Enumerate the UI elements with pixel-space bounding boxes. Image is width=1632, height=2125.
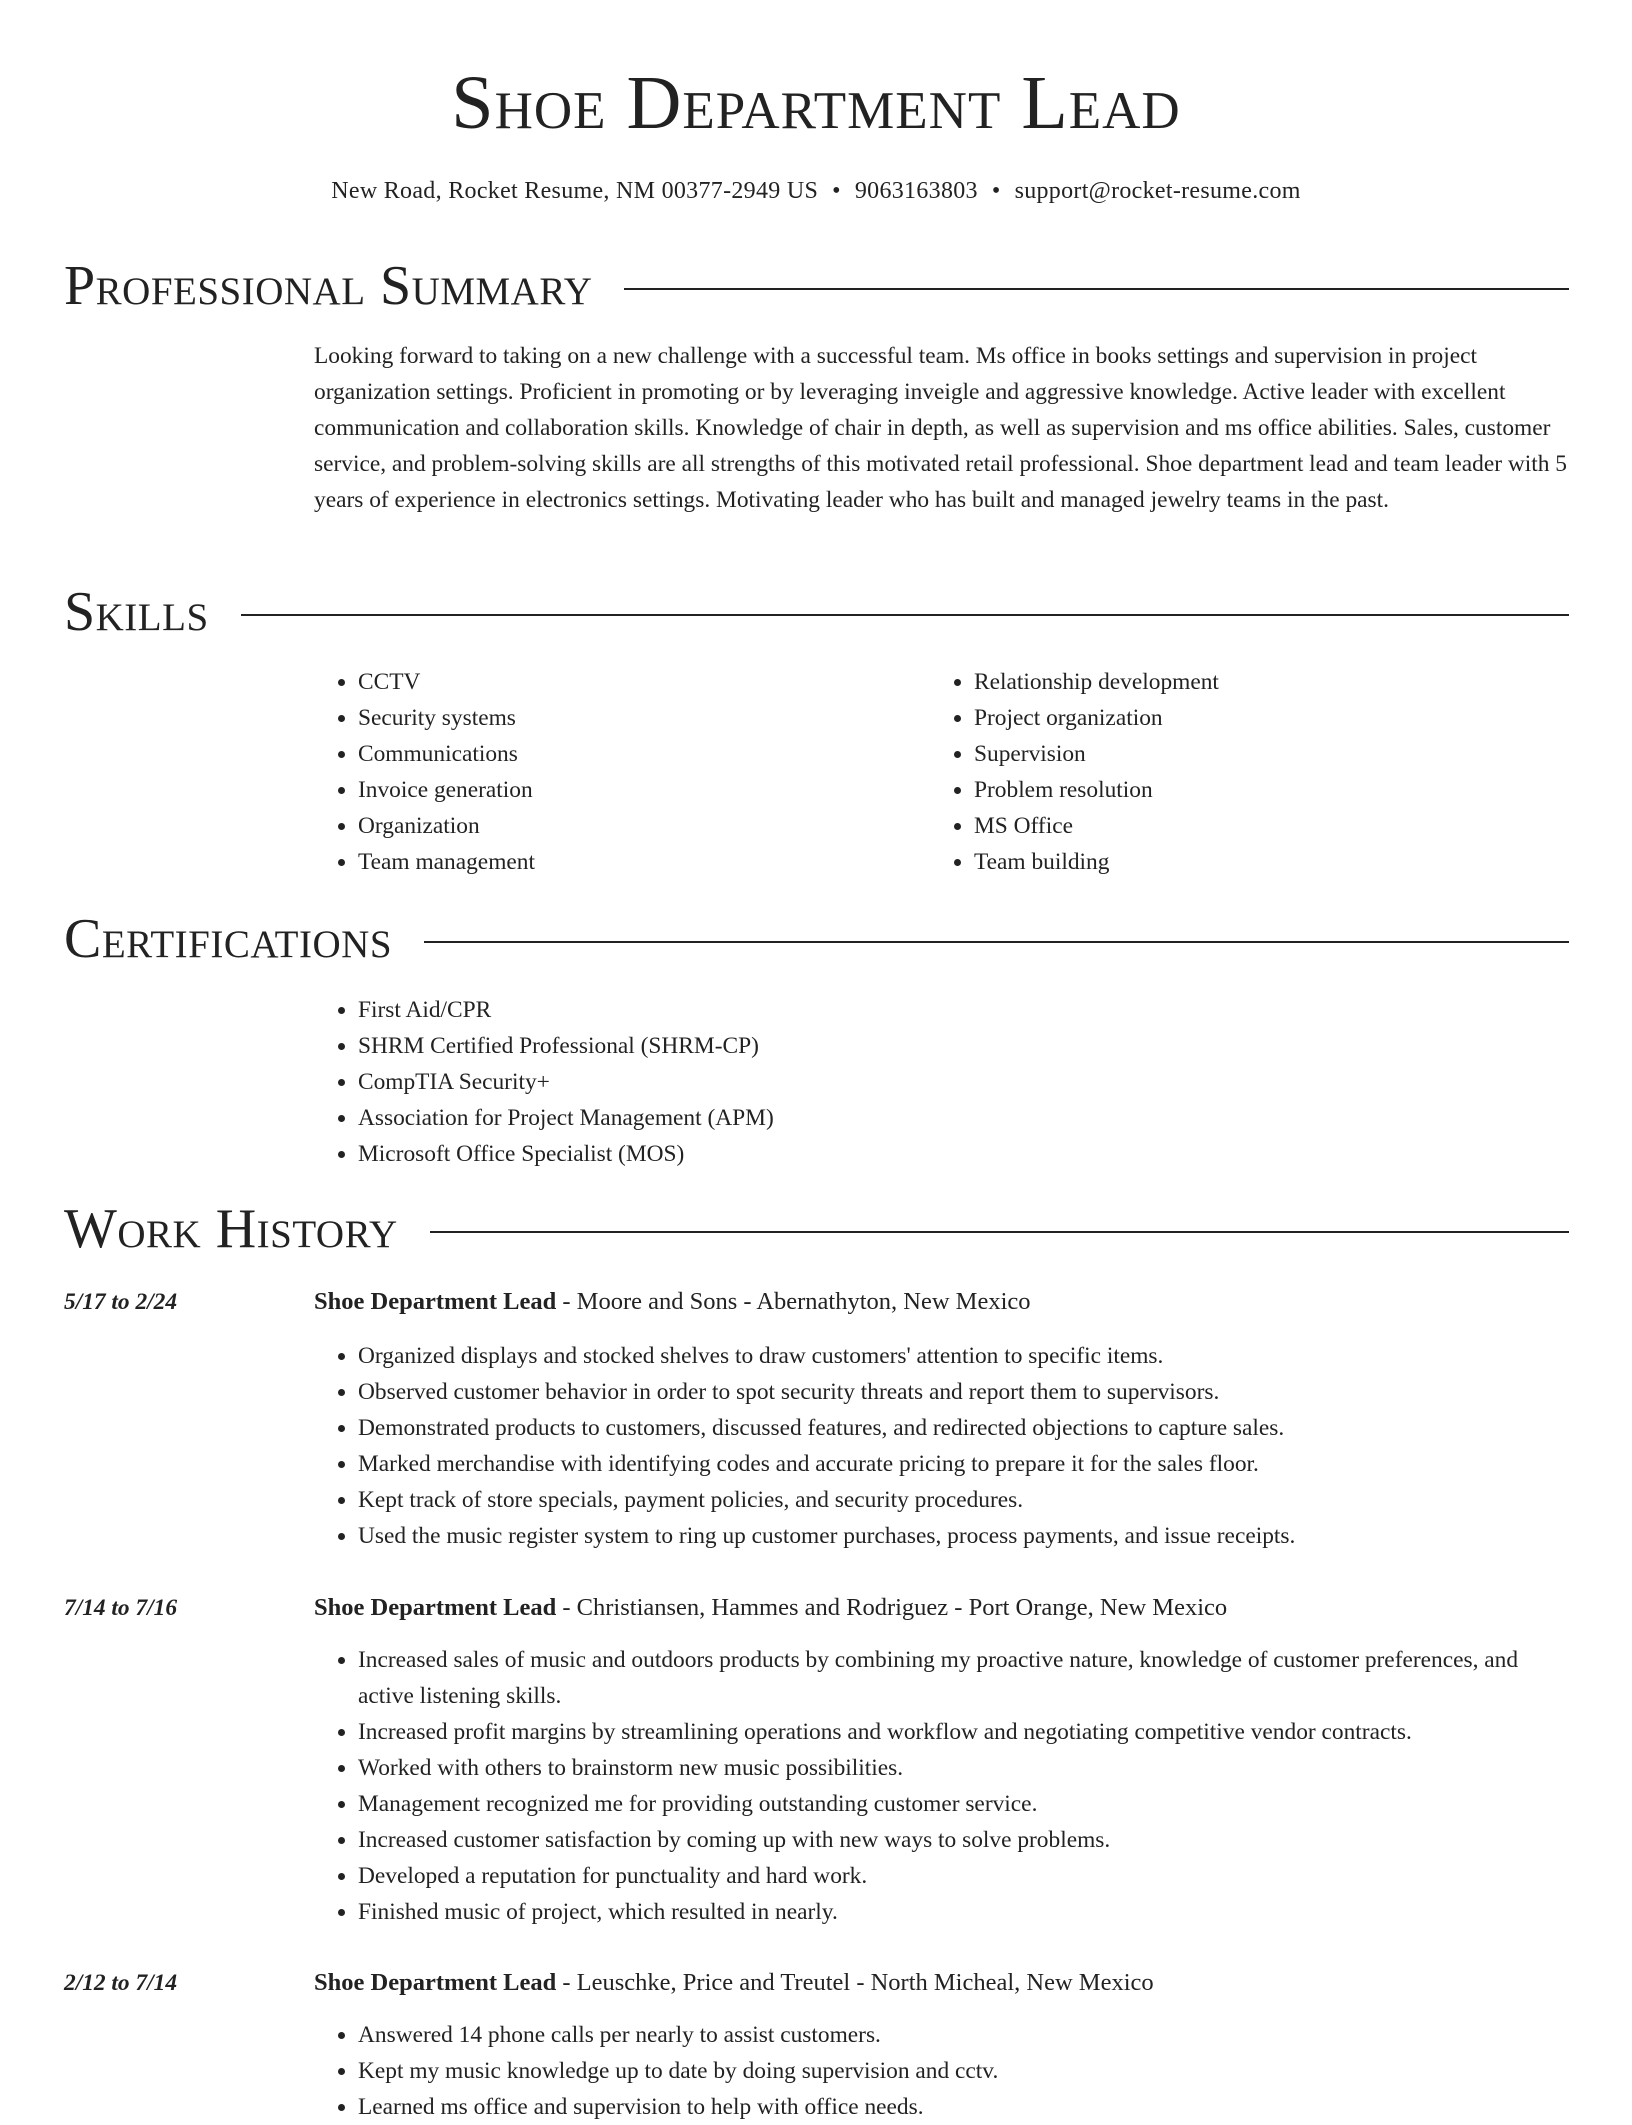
skills-heading: Skills (64, 581, 209, 643)
skill-item: • Team management (358, 844, 535, 880)
skill-item: • Project organization (974, 700, 1219, 736)
skills-list-right (930, 664, 1219, 880)
job-dates: 5/17 to 2/24 (64, 1289, 178, 1315)
summary-heading: Professional Summary (64, 255, 593, 317)
job-duty-item: • Developed a reputation for punctuality and hard work. (358, 1858, 1569, 1894)
job-employer-location: - Leuschke, Price and Treutel - North Micheal, New Mexico (556, 1969, 1154, 1996)
skill-item: • Communications (358, 736, 535, 772)
certification-item: • Microsoft Office Specialist (MOS) (358, 1136, 774, 1172)
job-duties-list (314, 2017, 1569, 2125)
candidate-name: Shoe Department Lead (451, 61, 1181, 145)
job-duties-list (314, 1642, 1569, 1930)
job-title: Shoe Department Lead (314, 1594, 557, 1621)
contact-email: support@rocket-resume.com (1014, 178, 1301, 204)
certifications-heading: Certifications (64, 908, 393, 970)
skill-item: • Organization (358, 808, 535, 844)
certifications-list (314, 992, 774, 1172)
job-duty-item: • Answered 14 phone calls per nearly to assist customers. (358, 2017, 1569, 2053)
contact-phone: 9063163803 (854, 178, 978, 204)
contact-address: New Road, Rocket Resume, NM 00377-2949 US (331, 178, 819, 204)
job-duty-item: • Organized displays and stocked shelves to draw customers' attention to specific items. (358, 1338, 1569, 1374)
skill-item: • Security systems (358, 700, 535, 736)
job-duty-item: • Marked merchandise with identifying codes and accurate pricing to prepare it for the sales floor. (358, 1446, 1569, 1482)
section-divider (424, 941, 1569, 943)
job-duty-item: • Demonstrated products to customers, discussed features, and redirected objections to capture sales. (358, 1410, 1569, 1446)
job-duty-item: • Finished music of project, which resulted in nearly. (358, 1894, 1569, 1930)
section-divider (241, 614, 1569, 616)
skill-item: • Team building (974, 844, 1219, 880)
job-duty-item: • Kept my music knowledge up to date by doing supervision and cctv. (358, 2053, 1569, 2089)
certifications-block (314, 992, 774, 1172)
certification-item: • First Aid/CPR (358, 992, 774, 1028)
job-duty-item: • Management recognized me for providing outstanding customer service. (358, 1786, 1569, 1822)
job-duty-item: • Increased sales of music and outdoors products by combining my proactive nature, knowledge of customer preferences, and active listening skills. (358, 1642, 1569, 1714)
job-duty-item: • Used the music register system to ring up customer purchases, process payments, and issue receipts. (358, 1518, 1569, 1554)
certifications-section-header (64, 907, 1569, 971)
job-duties-list (314, 1338, 1569, 1554)
certification-item: • CompTIA Security+ (358, 1064, 774, 1100)
job-duty-item: • Learned ms office and supervision to help with office needs. (358, 2089, 1569, 2125)
job-duty-item: • Worked with others to brainstorm new music possibilities. (358, 1750, 1569, 1786)
job-title: Shoe Department Lead (314, 1288, 557, 1315)
job-heading (314, 1590, 1569, 1626)
summary-section-header (64, 254, 1569, 318)
work-history-section-header (64, 1197, 1569, 1261)
work-history-heading: Work History (64, 1198, 398, 1260)
section-divider (430, 1231, 1569, 1233)
certification-item: • Association for Project Management (APM) (358, 1100, 774, 1136)
job-duties (314, 1642, 1569, 1930)
contact-separator: • (832, 178, 841, 204)
skill-item: • Problem resolution (974, 772, 1219, 808)
job-title: Shoe Department Lead (314, 1969, 557, 1996)
job-employer-location: - Christiansen, Hammes and Rodriguez - Port Orange, New Mexico (556, 1594, 1228, 1621)
job-duties (314, 1338, 1569, 1554)
skill-item: • Invoice generation (358, 772, 535, 808)
job-dates: 7/14 to 7/16 (64, 1595, 178, 1621)
section-divider (624, 288, 1569, 290)
job-duties (314, 2017, 1569, 2125)
skill-item: • CCTV (358, 664, 535, 700)
skill-item: • Relationship development (974, 664, 1219, 700)
skill-item: • Supervision (974, 736, 1219, 772)
contact-line (0, 176, 1632, 206)
contact-separator: • (991, 178, 1001, 204)
skills-section-header (64, 580, 1569, 644)
job-duty-item: • Increased profit margins by streamlining operations and workflow and negotiating competitive vendor contracts. (358, 1714, 1569, 1750)
summary-text: Looking forward to taking on a new challenge with a successful team. Ms office in books settings and supervision in project organization settings. Proficient in promoting or by leveraging inveigle and aggressive knowledge. Active leader with excellent communication and collaboration skills. Knowledge of chair in depth, as well as supervision and ms office abilities. Sales, customer service, and problem-solving skills are all strengths of this motivated retail professional. Shoe department lead and team leader with 5 years of experience in electronics settings. Motivating leader who has built and managed jewelry teams in the past. (314, 343, 1567, 513)
job-dates: 2/12 to 7/14 (64, 1970, 178, 1996)
skills-list-left (314, 664, 535, 880)
skill-item: • MS Office (974, 808, 1219, 844)
job-duty-item: • Observed customer behavior in order to spot security threats and report them to supervisors. (358, 1374, 1569, 1410)
job-heading (314, 1965, 1569, 2001)
job-duty-item: • Increased customer satisfaction by coming up with new ways to solve problems. (358, 1822, 1569, 1858)
certification-item: • SHRM Certified Professional (SHRM-CP) (358, 1028, 774, 1064)
job-duty-item: • Kept track of store specials, payment policies, and security procedures. (358, 1482, 1569, 1518)
job-employer-location: - Moore and Sons - Abernathyton, New Mexico (556, 1288, 1031, 1315)
skills-column-right (930, 664, 1219, 880)
skills-column-left (314, 664, 535, 880)
job-heading (314, 1284, 1569, 1320)
